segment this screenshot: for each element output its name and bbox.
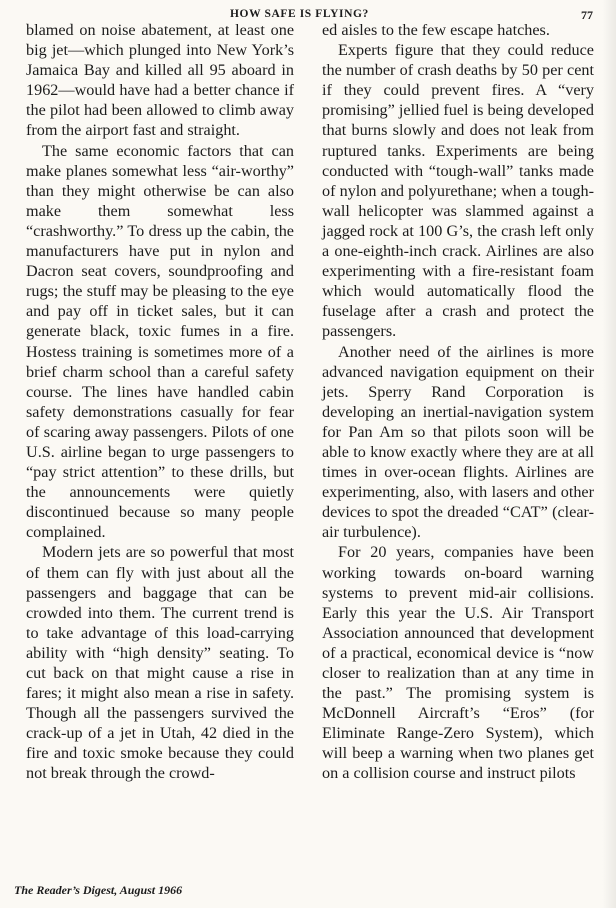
running-title: HOW SAFE IS FLYING? (230, 8, 369, 20)
paragraph: Modern jets are so powerful that most of them can fly with just about all the passengers and baggage that can be crowded into them. The current trend is to take advantage of this load-carrying ability with “high density” seating. To cut back on that might cause a rise in fares; it might also mean a rise in safety. Though all the passengers survived the crack-up of a jet in Utah, 42 died in the fire and toxic smoke because they could not break through the crowd- (26, 543, 294, 783)
right-column (322, 20, 594, 784)
page-number: 77 (581, 8, 593, 22)
paragraph: ed aisles to the few escape hatches. (322, 21, 550, 39)
left-column (26, 20, 294, 784)
paragraph: For 20 years, companies have been working towards on-board warning systems to prevent mid-air collisions. Early this year the U.S. Air Transport Association announced that development of a practical, economical device is “now closer to realization than at any time in the past.” The promising system is McDonnell Aircraft’s “Eros” (for Eliminate Range-Zero System), which will beep a warning when two planes get on a collision course and instruct pilots (322, 543, 594, 783)
page-edge-shadow (602, 0, 616, 908)
source-footer: The Reader’s Digest, August 1966 (14, 883, 183, 897)
paragraph: The same economic factors that can make planes somewhat less “air-worthy” than they might otherwise be can also make them somewhat less “crashworthy.” To dress up the cabin, the manufacturers have put in nylon and Dacron seat covers, soundproofing and rugs; the stuff may be pleasing to the eye and pay off in ticket sales, but it can generate black, toxic fumes in a fire. Hostess training is sometimes more of a brief charm school than a careful safety course. The lines have handled cabin safety demonstrations casually for fear of scaring away passengers. Pilots of one U.S. airline began to urge passengers to “pay strict attention” to these drills, but the announcements were quietly discontinued because so many people complained. (26, 141, 294, 542)
paragraph: Experts figure that they could reduce the number of crash deaths by 50 per cent if they could prevent fires. A “very promising” jellied fuel is being developed that burns slowly and does not leak from ruptured tanks. Experiments are being conducted with “tough-wall” tanks made of nylon and polyurethane; when a tough-wall helicopter was slammed against a jagged rock at 100 G’s, the crash left only a one-eighth-inch crack. Airlines are also experimenting with a fire-resistant foam which would automatically flood the fuselage after a crash and protect the passengers. (322, 41, 594, 341)
paragraph: blamed on noise abatement, at least one big jet—which plunged into New York’s Jamaica Bay and killed all 95 aboard in 1962—would have had a better chance if the pilot had been allowed to climb away from the airport fast and straight. (26, 21, 294, 140)
paragraph: Another need of the airlines is more advanced navigation equipment on their jets. Sperry Rand Corporation is developing an inertial-navigation system for Pan Am so that pilots soon will be able to know exactly where they are at all times in over-ocean flights. Airlines are experimenting, also, with lasers and other devices to spot the dreaded “CAT” (clear-air turbulence). (322, 342, 594, 542)
